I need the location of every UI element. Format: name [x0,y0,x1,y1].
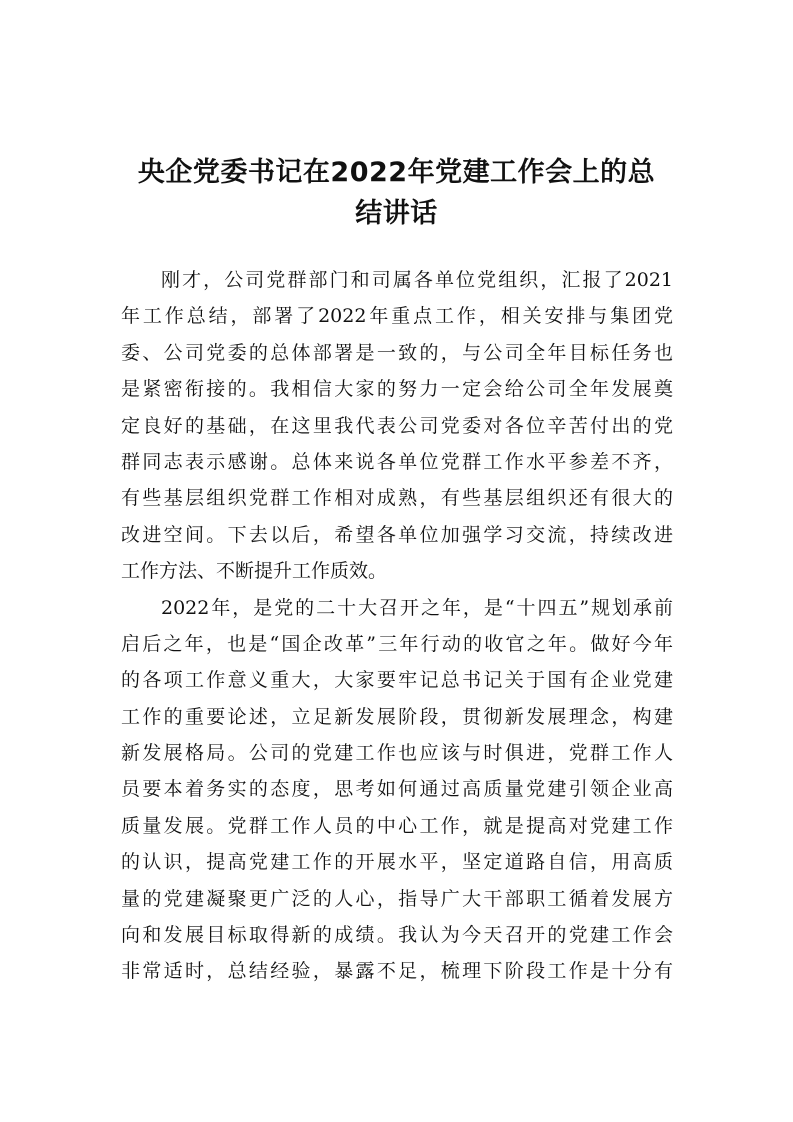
paragraph-1-line-8: 改进空间。下去以后，希望各单位加强学习交流，持续改进 [121,523,673,546]
document-title-line-1: 央企党委书记在2022年党建工作会上的总 [137,157,656,188]
paragraph-1-line-6: 群同志表示感谢。总体来说各单位党群工作水平参差不齐， [121,450,673,473]
paragraph-2-line-11: 非常适时，总结经验，暴露不足，梳理下阶段工作是十分有 [121,960,673,983]
paragraph-2-line-8: 的认识，提高党建工作的开展水平，坚定道路自信，用高质 [121,851,673,874]
paragraph-1-line-5: 定良好的基础，在这里我代表公司党委对各位辛苦付出的党 [121,414,673,437]
paragraph-2-line-10: 向和发展目标取得新的成绩。我认为今天召开的党建工作会 [121,924,673,947]
paragraph-1-line-7: 有些基层组织党群工作相对成熟，有些基层组织还有很大的 [121,487,673,510]
paragraph-2-line-5: 新发展格局。公司的党建工作也应该与时俱进，党群工作人 [121,742,673,765]
paragraph-1-line-9: 工作方法、不断提升工作质效。 [121,560,388,583]
document-title-line-2: 结讲话 [355,198,438,229]
paragraph-1-line-2: 年工作总结，部署了2022年重点工作，相关安排与集团党 [121,305,673,328]
paragraph-1-line-3: 委、公司党委的总体部署是一致的，与公司全年目标任务也 [121,341,673,364]
paragraph-2-line-9: 量的党建凝聚更广泛的人心，指导广大干部职工循着发展方 [121,887,673,910]
paragraph-2-line-6: 员要本着务实的态度，思考如何通过高质量党建引领企业高 [121,778,673,801]
paragraph-2-line-2: 启后之年，也是“国企改革”三年行动的收官之年。做好今年 [121,632,673,655]
paragraph-1-line-1: 刚才，公司党群部门和司属各单位党组织，汇报了2021 [161,269,673,291]
paragraph-2-line-7: 质量发展。党群工作人员的中心工作，就是提高对党建工作 [121,814,673,837]
document-body [121,262,673,990]
paragraph-1-line-4: 是紧密衔接的。我相信大家的努力一定会给公司全年发展奠 [121,378,673,401]
paragraph-2-line-4: 工作的重要论述，立足新发展阶段，贯彻新发展理念，构建 [121,705,673,728]
paragraph-2-line-3: 的各项工作意义重大，大家要牢记总书记关于国有企业党建 [121,669,673,692]
paragraph-2-line-1: 2022年，是党的二十大召开之年，是“十四五”规划承前 [161,596,673,619]
